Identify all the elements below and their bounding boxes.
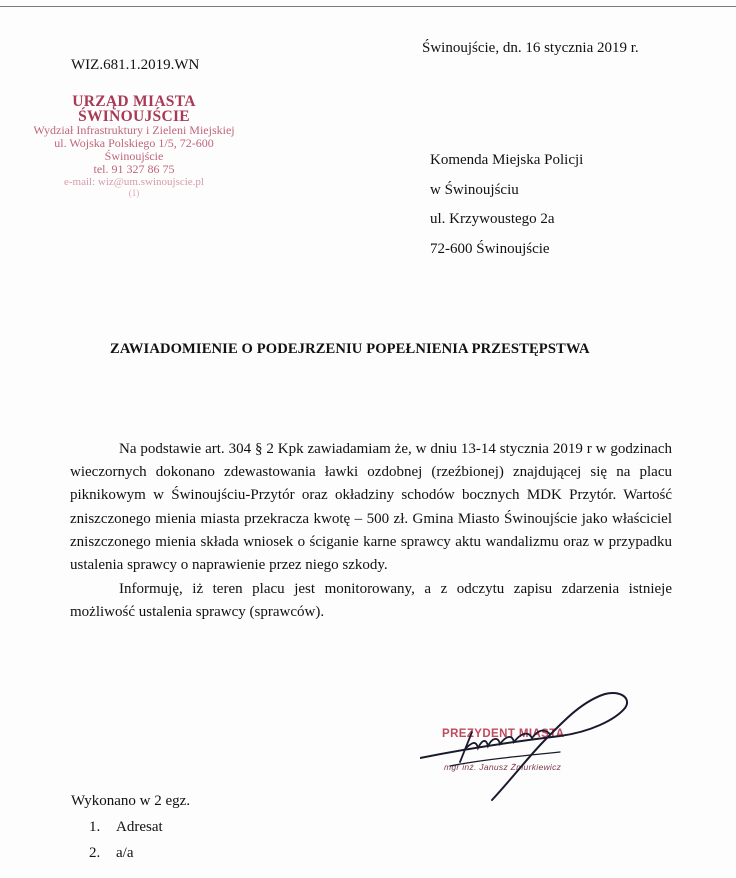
signature-block xyxy=(420,680,640,810)
stamp-address: ul. Wojska Polskiego 1/5, 72-600 Świnoujście xyxy=(54,136,214,163)
handwritten-signature-icon xyxy=(420,680,640,810)
place-and-date: Świnoujście, dn. 16 stycznia 2019 r. xyxy=(422,40,639,56)
recipient-address xyxy=(430,146,583,264)
copies-note xyxy=(71,788,190,866)
recipient-line: Komenda Miejska Policji xyxy=(430,152,584,168)
list-text: Adresat xyxy=(116,819,163,835)
list-number: 2. xyxy=(89,845,101,861)
recipient-line: w Świnoujściu xyxy=(430,181,519,198)
copies-label: Wykonano w 2 egz. xyxy=(71,793,191,809)
recipient-line: ul. Krzywoustego 2a xyxy=(430,211,555,227)
signature-title: PREZYDENT MIASTA xyxy=(442,728,565,740)
stamp-department: Wydział Infrastruktury i Zieleni Miejskiej xyxy=(33,123,235,137)
signature-name: mgr inż. Janusz Żmurkiewicz xyxy=(444,762,562,772)
copies-list xyxy=(89,814,190,866)
list-text: a/a xyxy=(116,845,134,861)
document-body xyxy=(70,438,672,625)
stamp-phone: tel. 91 327 86 75 xyxy=(93,162,175,176)
body-paragraph: Na podstawie art. 304 § 2 Kpk zawiadamiam że, w dniu 13-14 stycznia 2019 r w godzinach wieczornych dokonano zdewastowania ławki ozdobnej (rzeźbionej) znajdującej się na placu piknikowym w Świnoujściu-Przytór oraz okładziny schodów bocznych MDK Przytór. Wartość zniszczonego mienia miasta przekracza kwotę – 500 zł. Gmina Miasto Świnoujście jako właściciel zniszczonego mienia składa wniosek o ściganie karne sprawcy aktu wandalizmu oraz w przypadku ustalenia sprawcy o naprawienie przez niego szkody. xyxy=(70,441,672,574)
copies-list-item xyxy=(89,814,190,840)
stamp-mark: (1) xyxy=(128,188,140,198)
recipient-line: 72-600 Świnoujście xyxy=(430,240,550,257)
page-top-edge xyxy=(0,6,736,7)
document-title: ZAWIADOMIENIE O PODEJRZENIU POPEŁNIENIA PRZESTĘPSTWA xyxy=(110,341,590,357)
copies-list-item xyxy=(89,840,190,866)
office-stamp xyxy=(26,94,242,198)
body-paragraph: Informuję, iż teren placu jest monitorowany, a z odczytu zapisu zdarzenia istnieje możliwość ustalenia sprawcy (sprawców). xyxy=(70,581,672,621)
reference-number: WIZ.681.1.2019.WN xyxy=(71,57,200,73)
stamp-email: e-mail: wiz@um.swinoujscie.pl xyxy=(64,176,204,188)
stamp-title: URZĄD MIASTA ŚWINOUJŚCIE xyxy=(72,93,196,125)
list-number: 1. xyxy=(89,819,101,835)
